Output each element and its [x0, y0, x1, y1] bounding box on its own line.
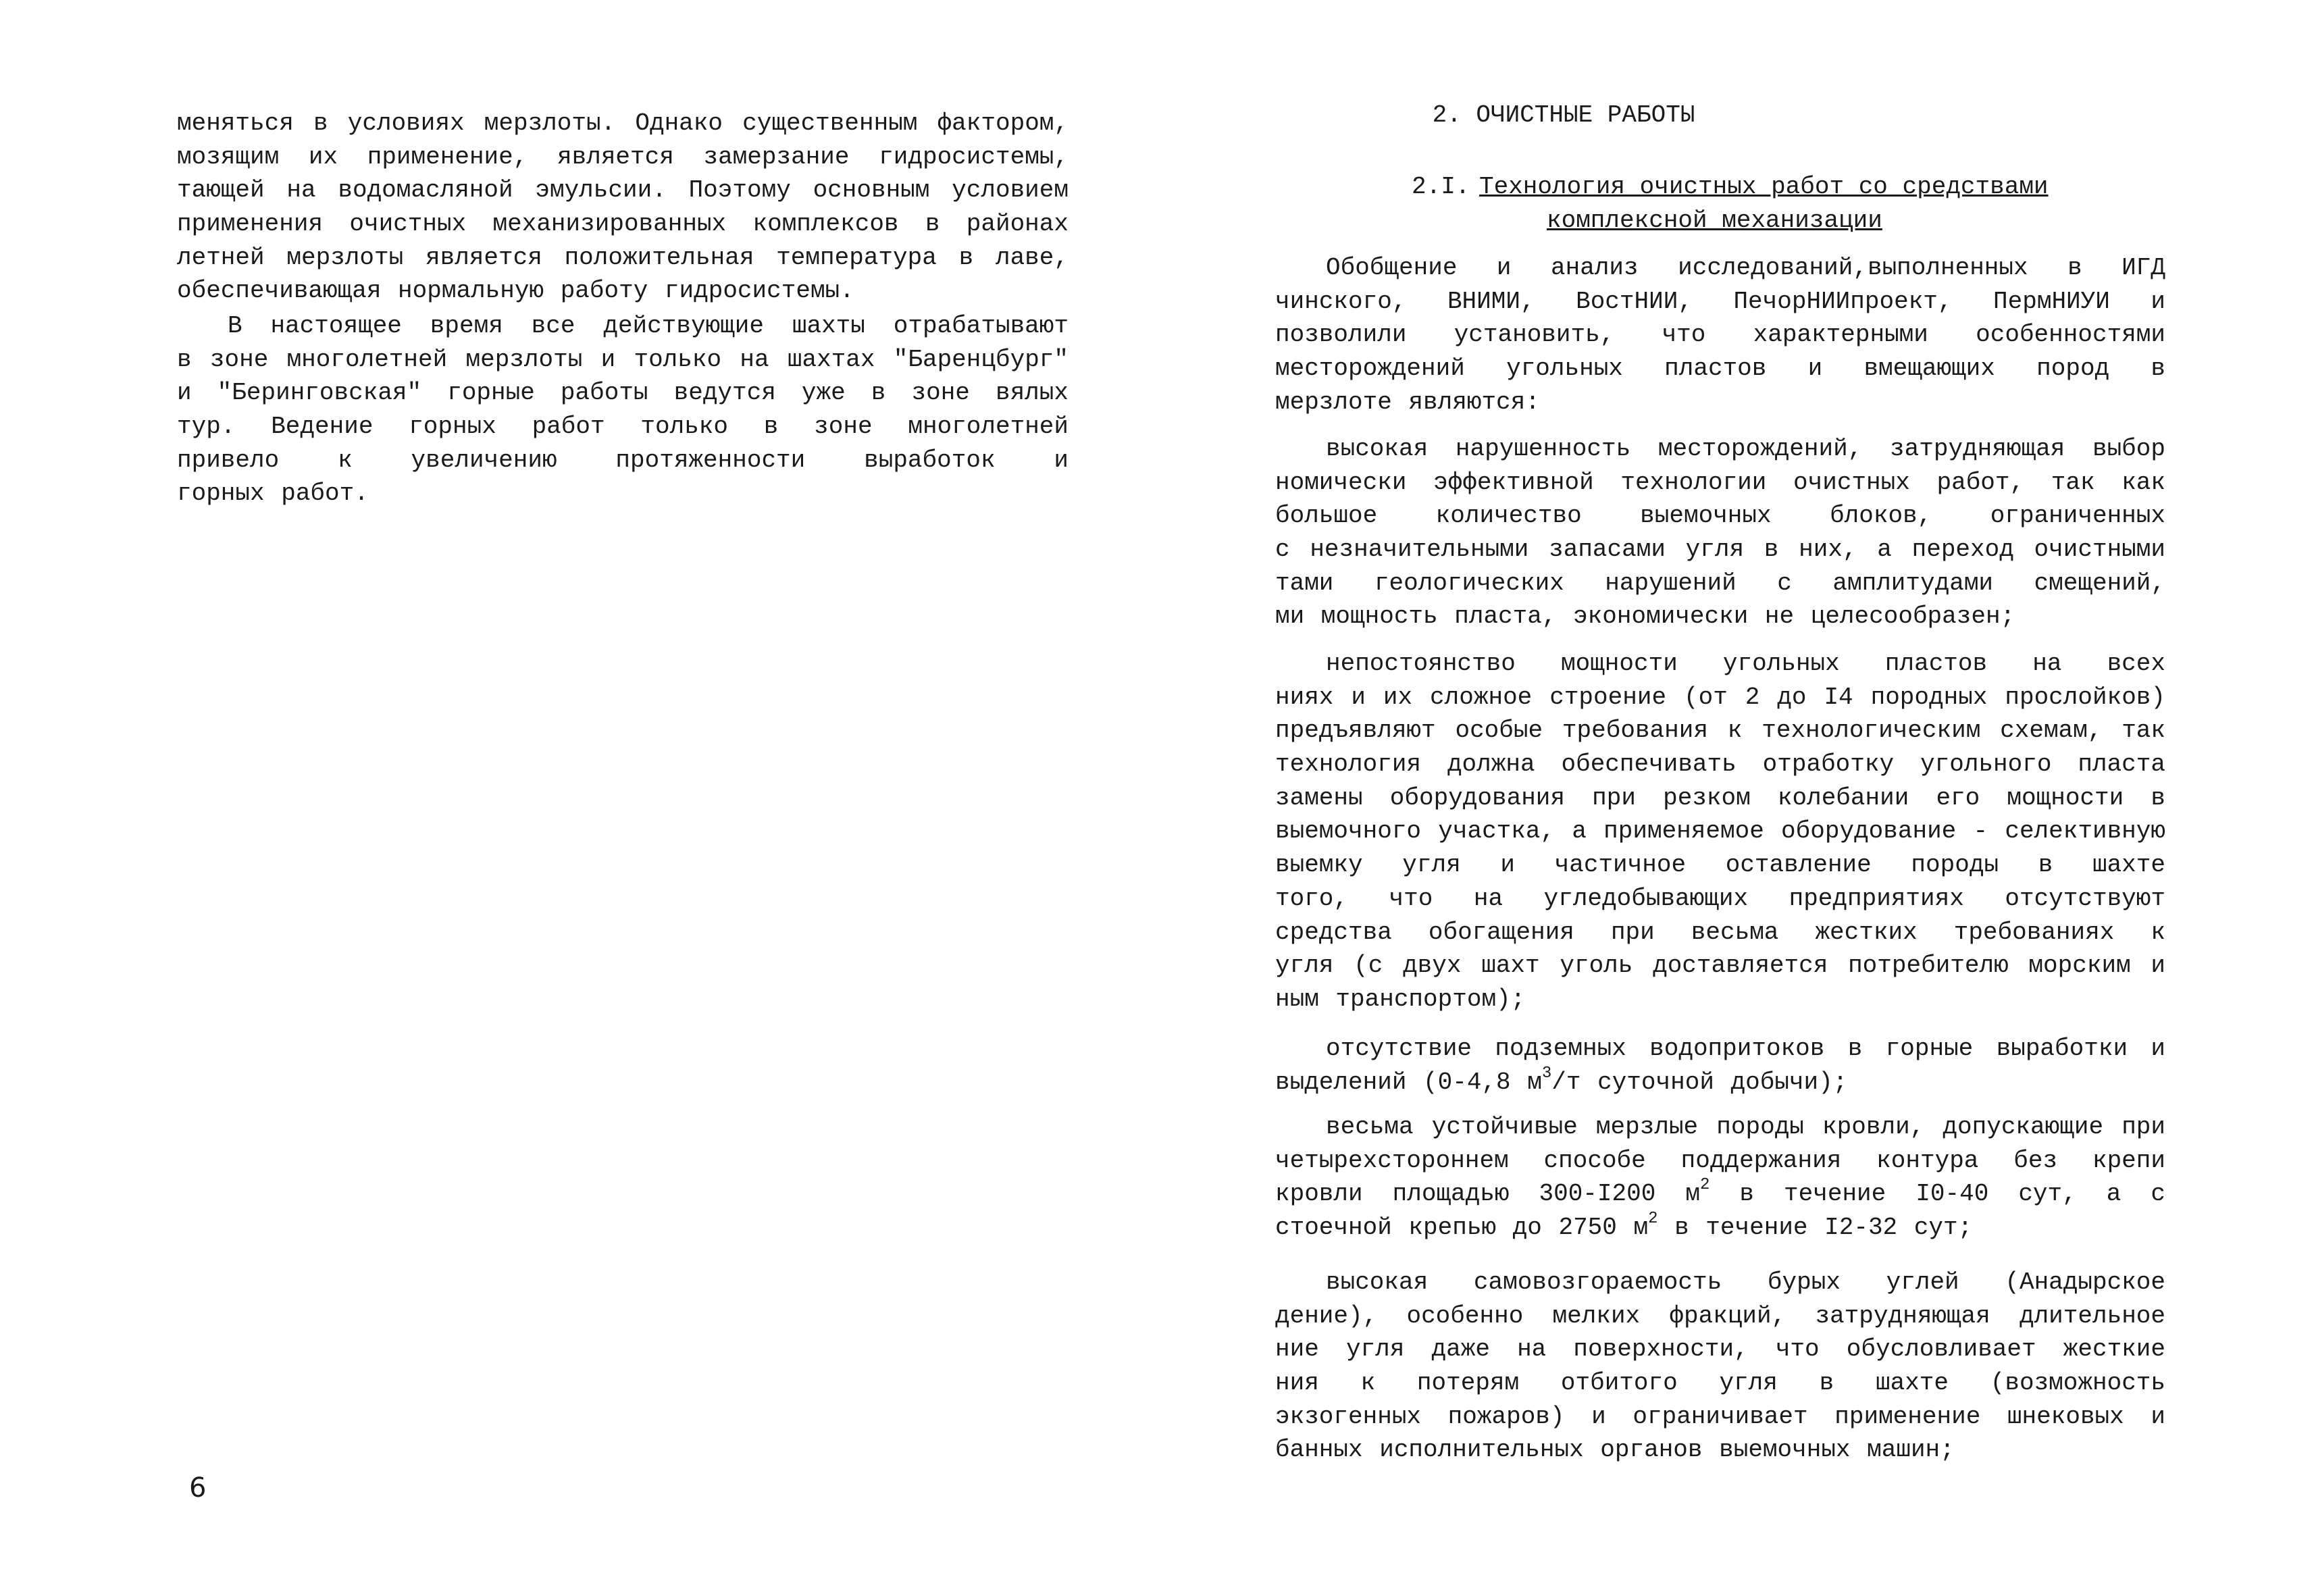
- text-line: горных работ.: [177, 480, 369, 508]
- text-line: и "Беринговская" горные работы ведутся уже в зоне вялых: [177, 379, 1069, 407]
- left-paragraph-2: [177, 309, 1069, 511]
- text-line: того, что на угледобывающих предприятиях отсутствуют: [1275, 884, 2165, 912]
- text-line: номически эффективной технологии очистных работ, так как: [1275, 468, 2165, 496]
- text-line: тур. Ведение горных работ только в зоне многолетней: [177, 413, 1069, 441]
- text-line: Обобщение и анализ исследований,выполненных в ИГД: [1326, 254, 2165, 282]
- list-item-3: [1275, 1032, 2165, 1099]
- text-line: применения очистных механизированных комплексов в районах: [177, 210, 1069, 238]
- text-line: экзогенных пожаров) и ограничивает применение шнековых и: [1275, 1402, 2165, 1431]
- text-line: весьма устойчивые мерзлые породы кровли, допускающие при: [1326, 1113, 2165, 1141]
- intro-paragraph: [1275, 251, 2165, 419]
- text-line: позволили установить, что характерными особенностями: [1275, 321, 2165, 349]
- list-item-5: [1275, 1266, 2165, 1467]
- text-line: в зоне многолетней мерзлоты и только на шахтах "Баренцбург": [177, 345, 1069, 374]
- text-line: тами геологических нарушений с амплитудами смещений,: [1275, 569, 2165, 597]
- text-line: ниях и их сложное строение (от 2 до I4 породных прослойков): [1275, 683, 2165, 711]
- text-line: ния к потерям отбитого угля в шахте (возможность: [1275, 1369, 2165, 1397]
- text-line: обеспечивающая нормальную работу гидросистемы.: [177, 277, 854, 305]
- superscript: 3: [1541, 1065, 1552, 1083]
- text-line: привело к увеличению протяженности выработок и: [177, 446, 1069, 474]
- text-line: ным транспортом);: [1275, 985, 1526, 1013]
- page-number: 6: [189, 1472, 207, 1503]
- text-line: угля (с двух шахт уголь доставляется потребителю морским и: [1275, 952, 2165, 980]
- text-line: дение), особенно мелких фракций, затрудняющая длительное: [1275, 1302, 2165, 1330]
- text-line: выделений (0-4,8 $м^3/т$ суточной добычи);: [1275, 1065, 1848, 1096]
- text-line: непостоянство мощности угольных пластов на всех: [1326, 650, 2165, 677]
- text-line: банных исполнительных органов выемочных машин;: [1275, 1436, 1955, 1464]
- text-line: ние угля даже на поверхности, что обусловливает жесткие: [1275, 1335, 2165, 1364]
- text-line: мозящим их применение, является замерзание гидросистемы,: [177, 143, 1069, 171]
- text-line: мерзлоте являются:: [1275, 388, 1540, 416]
- subsection-title-line-2: комплексной механизации: [1547, 207, 1882, 234]
- superscript: 2: [1699, 1177, 1710, 1195]
- subsection-title-line-1: Технология очистных работ со средствами: [1479, 173, 2049, 201]
- text-line: отсутствие подземных водопритоков в горные выработки и: [1326, 1035, 2165, 1062]
- text-line: высокая самовозгораемость бурых углей (Анадырское: [1326, 1268, 2165, 1296]
- text-line: замены оборудования при резком колебании его мощности в: [1275, 783, 2165, 812]
- text-line: выемку угля и частичное оставление породы в шахте: [1275, 851, 2165, 879]
- text-line: высокая нарушенность месторождений, затрудняющая выбор: [1326, 435, 2165, 463]
- text-line: выемочного участка, а применяемое оборудование - селективную: [1275, 817, 2165, 846]
- text-line: чинского, ВНИМИ, ВостНИИ, ПечорНИИпроект, ПермНИУИ и: [1275, 287, 2165, 315]
- text-line: с незначительными запасами угля в них, а переход очистными: [1275, 536, 2165, 564]
- list-item-1: [1275, 432, 2165, 634]
- text-line: тающей на водомасляной эмульсии. Поэтому основным условием: [177, 176, 1069, 205]
- list-item-2: [1275, 647, 2165, 1016]
- text-line: средства обогащения при весьма жестких требованиях к: [1275, 918, 2165, 946]
- text-line: меняться в условиях мерзлоты. Однако существенным фактором,: [177, 109, 1069, 137]
- text-line: ми мощность пласта, экономически не целесообразен;: [1275, 602, 2015, 631]
- text-line: месторождений угольных пластов и вмещающих пород в: [1275, 355, 2165, 383]
- text-line: большое количество выемочных блоков, ограниченных: [1275, 502, 2165, 530]
- text-line: летней мерзлоты является положительная температура в лаве,: [177, 243, 1069, 272]
- text-line: четырехстороннем способе поддержания контура без крепи: [1275, 1146, 2165, 1175]
- text-line: предъявляют особые требования к технологическим схемам, так: [1275, 717, 2165, 745]
- list-item-4: [1275, 1110, 2165, 1245]
- text-line: кровли площадью 300-I200 $м^2$ в течение I0-40 сут, а с: [1275, 1177, 2165, 1208]
- section-title-text: 2. ОЧИСТНЫЕ РАБОТЫ: [1432, 101, 1695, 129]
- text-line: технология должна обеспечивать отработку угольного пласта: [1275, 750, 2165, 779]
- left-paragraph-1: [177, 107, 1069, 308]
- text-line: стоечной крепью до 2750 $м^2$ в течение I2-32 сут;: [1275, 1211, 1973, 1242]
- subsection-number: 2.I.: [1412, 173, 1470, 201]
- superscript: 2: [1648, 1211, 1658, 1229]
- text-line: В настоящее время все действующие шахты отрабатывают: [228, 312, 1069, 340]
